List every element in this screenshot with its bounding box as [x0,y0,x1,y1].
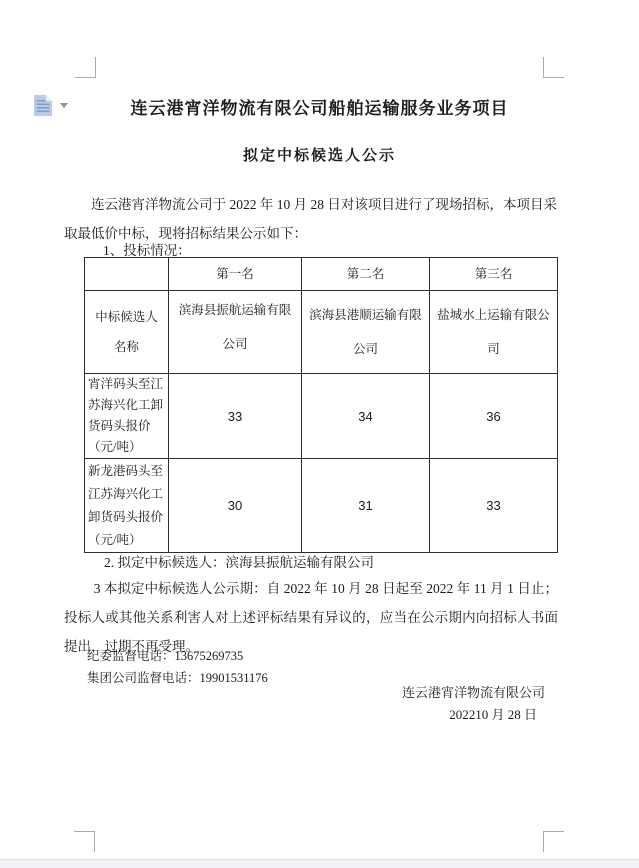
candidate-1-name: 滨海县振航运输有限公司 [169,291,302,374]
candidate-3-name: 盐城水上运输有限公司 [430,291,558,374]
signature-block [64,682,545,726]
row-label-candidate-name: 中标候选人名称 [85,291,169,374]
price-xinlonggang-rank1: 30 [169,459,302,553]
price-xinlonggang-rank3: 33 [430,459,558,553]
document-subtitle: 拟定中标候选人公示 [242,148,396,164]
price-xiaoyang-rank2: 34 [302,374,430,459]
price-xiaoyang-rank3: 36 [430,374,558,459]
section3-paragraph: 3 本拟定中标候选人公示期：自 2022 年 10 月 28 日起至 2022 年 11 月 1 日止；投标人或其他关系利害人对上述评标结果有异议的，应当在公示期内向招标人书面提出，过期不再受理。 [64,581,558,654]
table-row-price-xinlonggang [85,459,558,553]
group-phone-line: 集团公司监督电话：19901531176 [87,671,268,685]
header-cell-rank1: 第一名 [169,258,302,291]
crop-mark-bottom-right [543,831,564,852]
header-cell-rank3: 第三名 [430,258,558,291]
crop-mark-top-right [543,57,564,78]
signature-company: 连云港宵洋物流有限公司 [401,685,545,700]
header-cell-empty [85,258,169,291]
signature-date: 202210 月 28 日 [449,707,537,722]
discipline-phone-line: 纪委监督电话：13675269735 [87,649,244,663]
header-cell-rank2: 第二名 [302,258,430,291]
table-row-price-xiaoyang [85,374,558,459]
window-bottom-edge [0,859,639,868]
crop-mark-bottom-left [74,831,95,852]
candidate-2-name: 滨海县港顺运输有限公司 [302,291,430,374]
document-title: 连云港宵洋物流有限公司船舶运输服务业务项目 [130,99,509,118]
table-header-row [85,258,558,291]
row-label-price-xinlonggang: 新龙港码头至江苏海兴化工卸货码头报价（元/吨） [85,459,169,553]
price-xiaoyang-rank1: 33 [169,374,302,459]
crop-mark-top-left [75,57,96,78]
section1-heading: 1、投标情况： [103,243,191,258]
table-row-candidate-names [85,291,558,374]
row-label-price-xiaoyang: 宵洋码头至江苏海兴化工卸货码头报价（元/吨） [85,374,169,459]
section2-text: 2. 拟定中标候选人：滨海县振航运输有限公司 [104,555,374,570]
price-xinlonggang-rank2: 31 [302,459,430,553]
intro-paragraph: 连云港宵洋物流公司于 2022 年 10 月 28 日对该项目进行了现场招标，本项目采取最低价中标，现将招标结果公示如下： [64,197,557,241]
bid-results-table [84,257,558,553]
